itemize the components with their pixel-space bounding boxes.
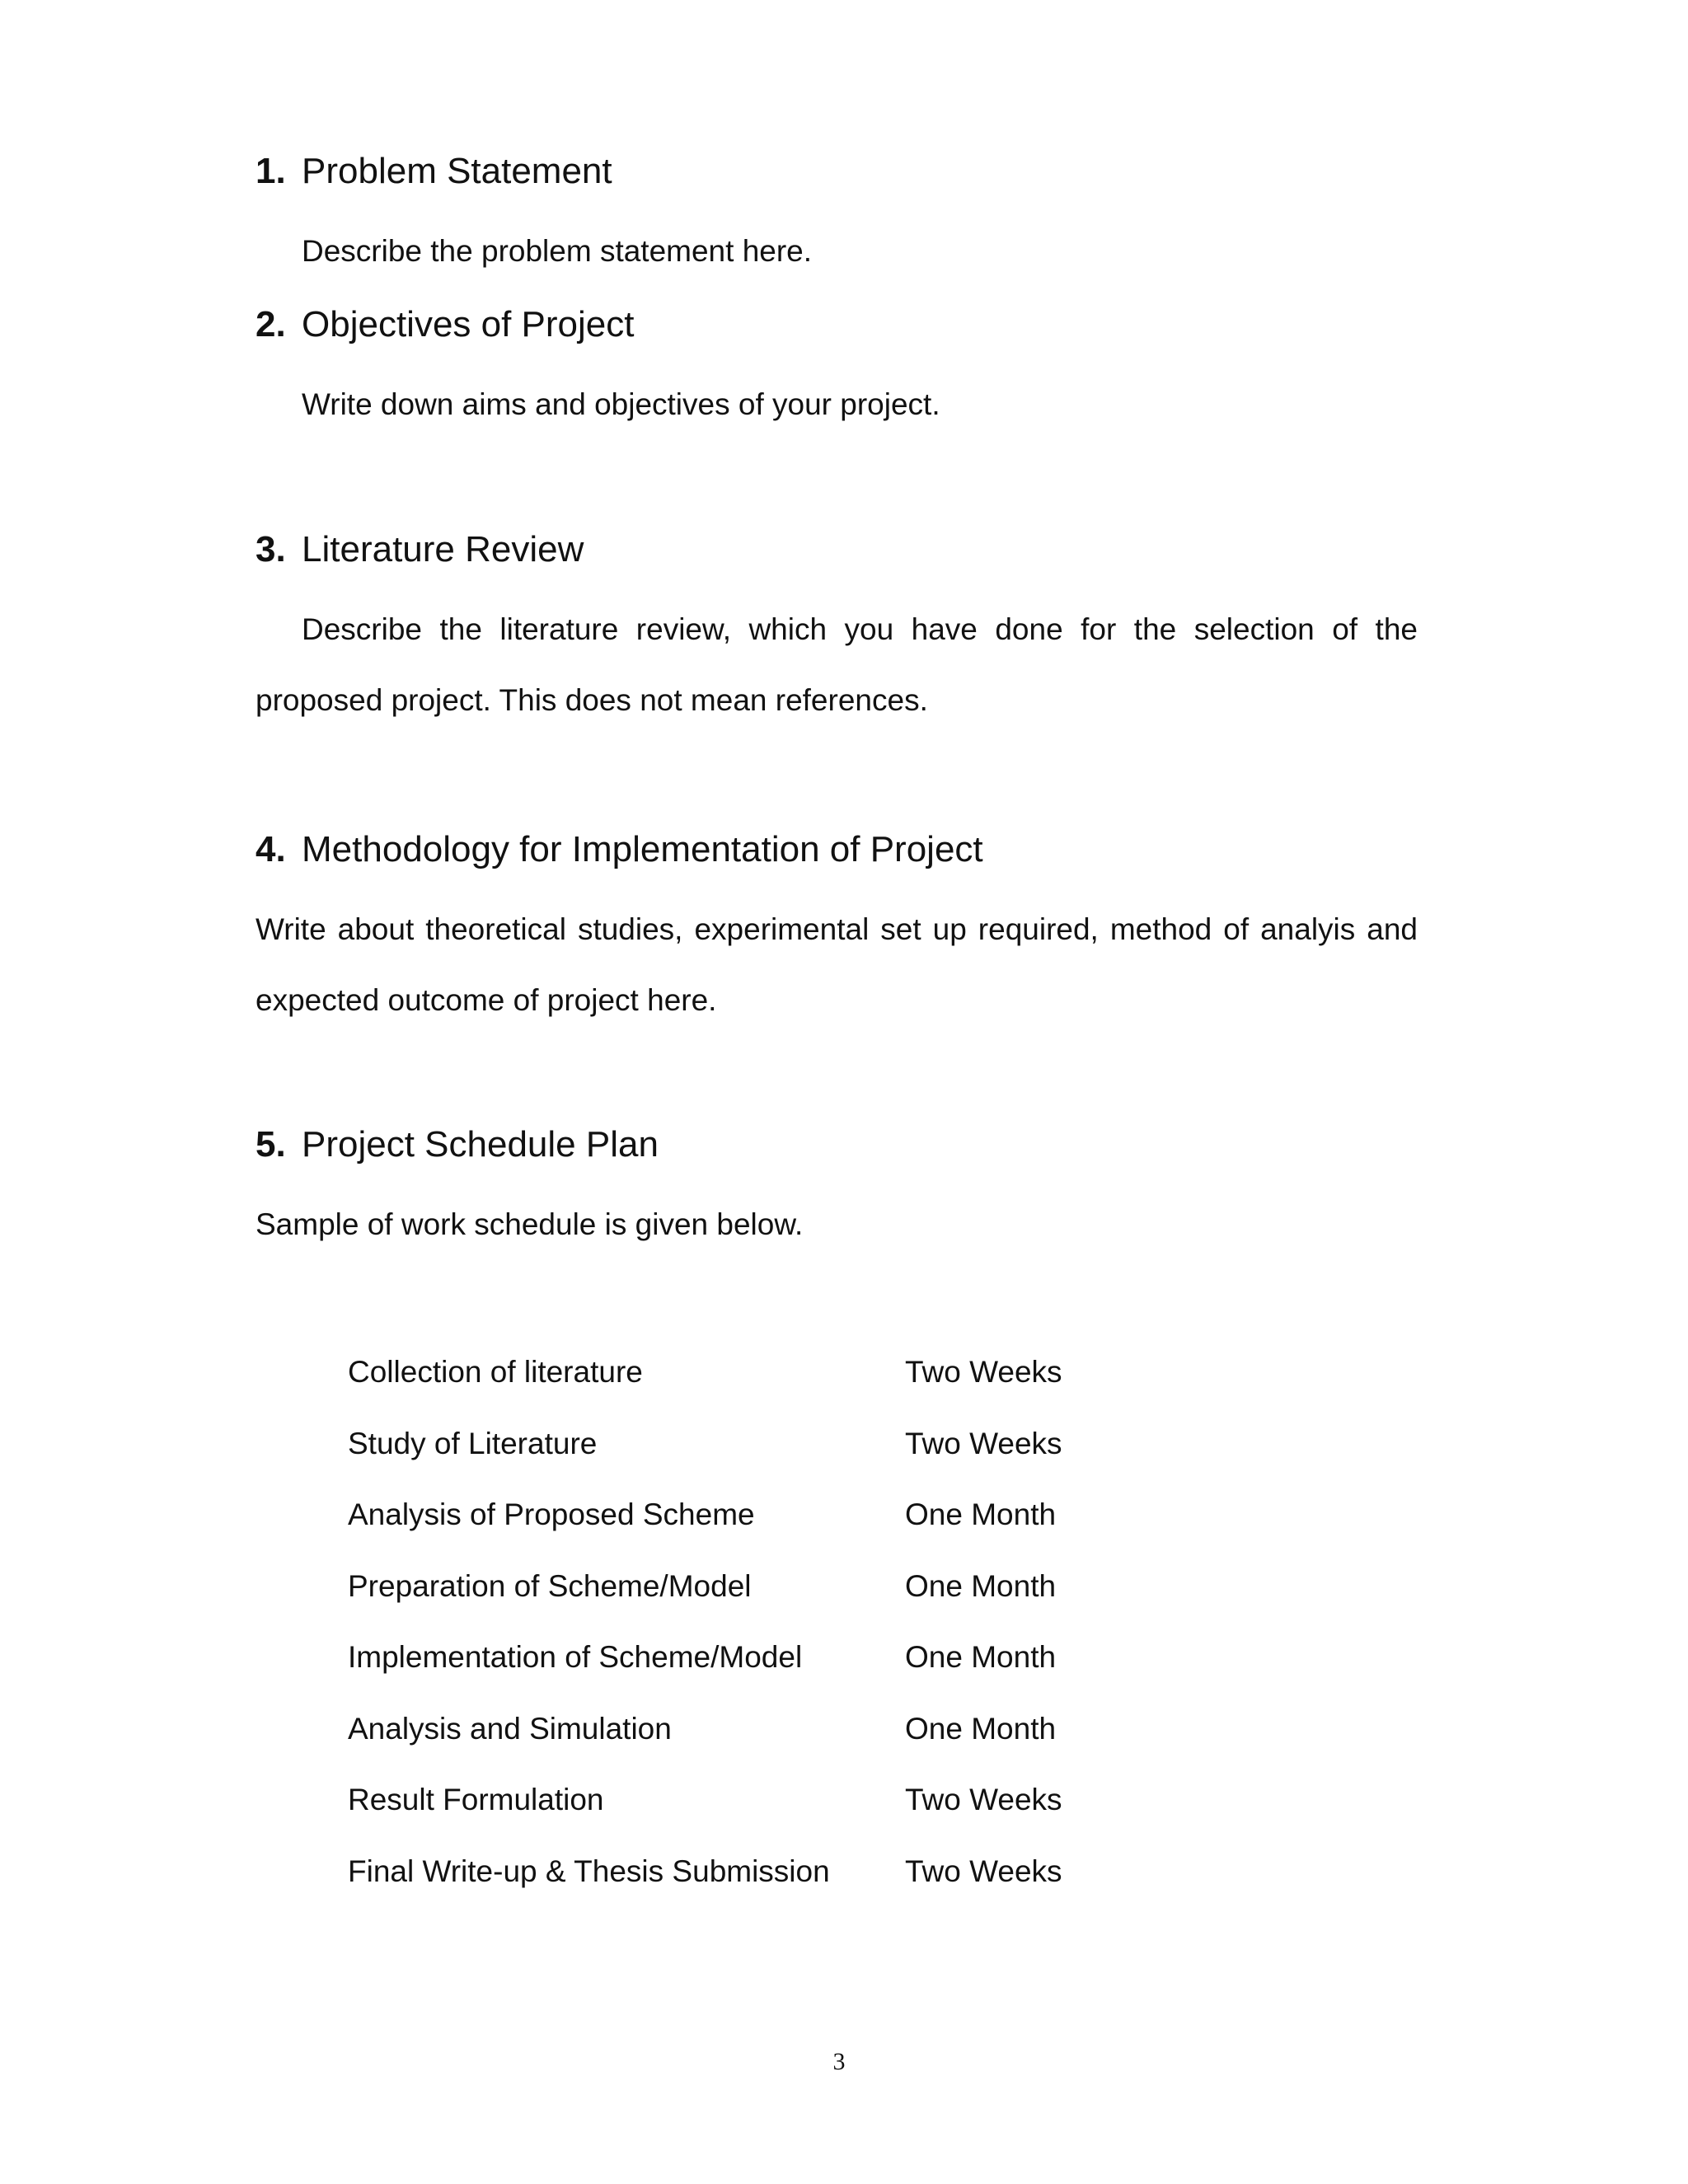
schedule-task: Result Formulation: [348, 1783, 604, 1816]
section-heading-methodology: [256, 828, 983, 871]
section-body-objectives: Write down aims and objectives of your project.: [302, 387, 940, 421]
schedule-task: Preparation of Scheme/Model: [348, 1568, 752, 1603]
section-number: 1.: [256, 151, 286, 191]
section-title: Problem Statement: [302, 151, 612, 191]
schedule-duration: One Month: [905, 1711, 1057, 1746]
section-body-literature-review: Describe the literature review, which you have done for the selection of the proposed project. This does not mean references.: [256, 612, 1418, 717]
schedule-duration: One Month: [905, 1497, 1057, 1531]
schedule-row: [348, 1337, 1090, 1408]
schedule-row: [348, 1408, 1090, 1480]
section-title: Methodology for Implementation of Project: [302, 829, 983, 869]
schedule-duration: One Month: [905, 1640, 1057, 1674]
section-number: 3.: [256, 529, 286, 569]
schedule-row: [348, 1551, 1090, 1623]
section-heading-schedule-plan: [256, 1123, 659, 1166]
section-number: 2.: [256, 304, 286, 344]
section-title: Objectives of Project: [302, 304, 635, 344]
section-heading-literature-review: [256, 528, 584, 571]
section-body-methodology: Write about theoretical studies, experimental set up required, method of analyis and expected outcome of project here.: [256, 912, 1418, 1017]
section-title: Project Schedule Plan: [302, 1124, 659, 1165]
schedule-row: [348, 1479, 1090, 1551]
schedule-task: Final Write-up & Thesis Submission: [348, 1854, 830, 1888]
schedule-task: Collection of literature: [348, 1355, 643, 1389]
schedule-task: Study of Literature: [348, 1426, 598, 1460]
schedule-task: Implementation of Scheme/Model: [348, 1640, 803, 1674]
schedule-duration: Two Weeks: [905, 1355, 1062, 1389]
schedule-duration: One Month: [905, 1568, 1057, 1603]
schedule-row: [348, 1694, 1090, 1765]
schedule-duration: Two Weeks: [905, 1426, 1062, 1460]
section-number: 4.: [256, 829, 286, 869]
schedule-duration: Two Weeks: [905, 1783, 1062, 1816]
schedule-row: [348, 1622, 1090, 1694]
section-heading-objectives: [256, 303, 635, 346]
section-body-schedule-plan: Sample of work schedule is given below.: [256, 1207, 804, 1241]
section-number: 5.: [256, 1124, 286, 1165]
schedule-task: Analysis and Simulation: [348, 1711, 672, 1746]
page-number: 3: [832, 2048, 846, 2075]
section-body-problem-statement: Describe the problem statement here.: [302, 234, 813, 268]
schedule-row: [348, 1836, 1090, 1908]
schedule-task: Analysis of Proposed Scheme: [348, 1497, 755, 1531]
section-heading-problem-statement: [256, 150, 612, 193]
section-title: Literature Review: [302, 529, 584, 569]
schedule-duration: Two Weeks: [905, 1854, 1062, 1888]
work-schedule: [348, 1337, 1090, 1907]
schedule-row: [348, 1765, 1090, 1836]
